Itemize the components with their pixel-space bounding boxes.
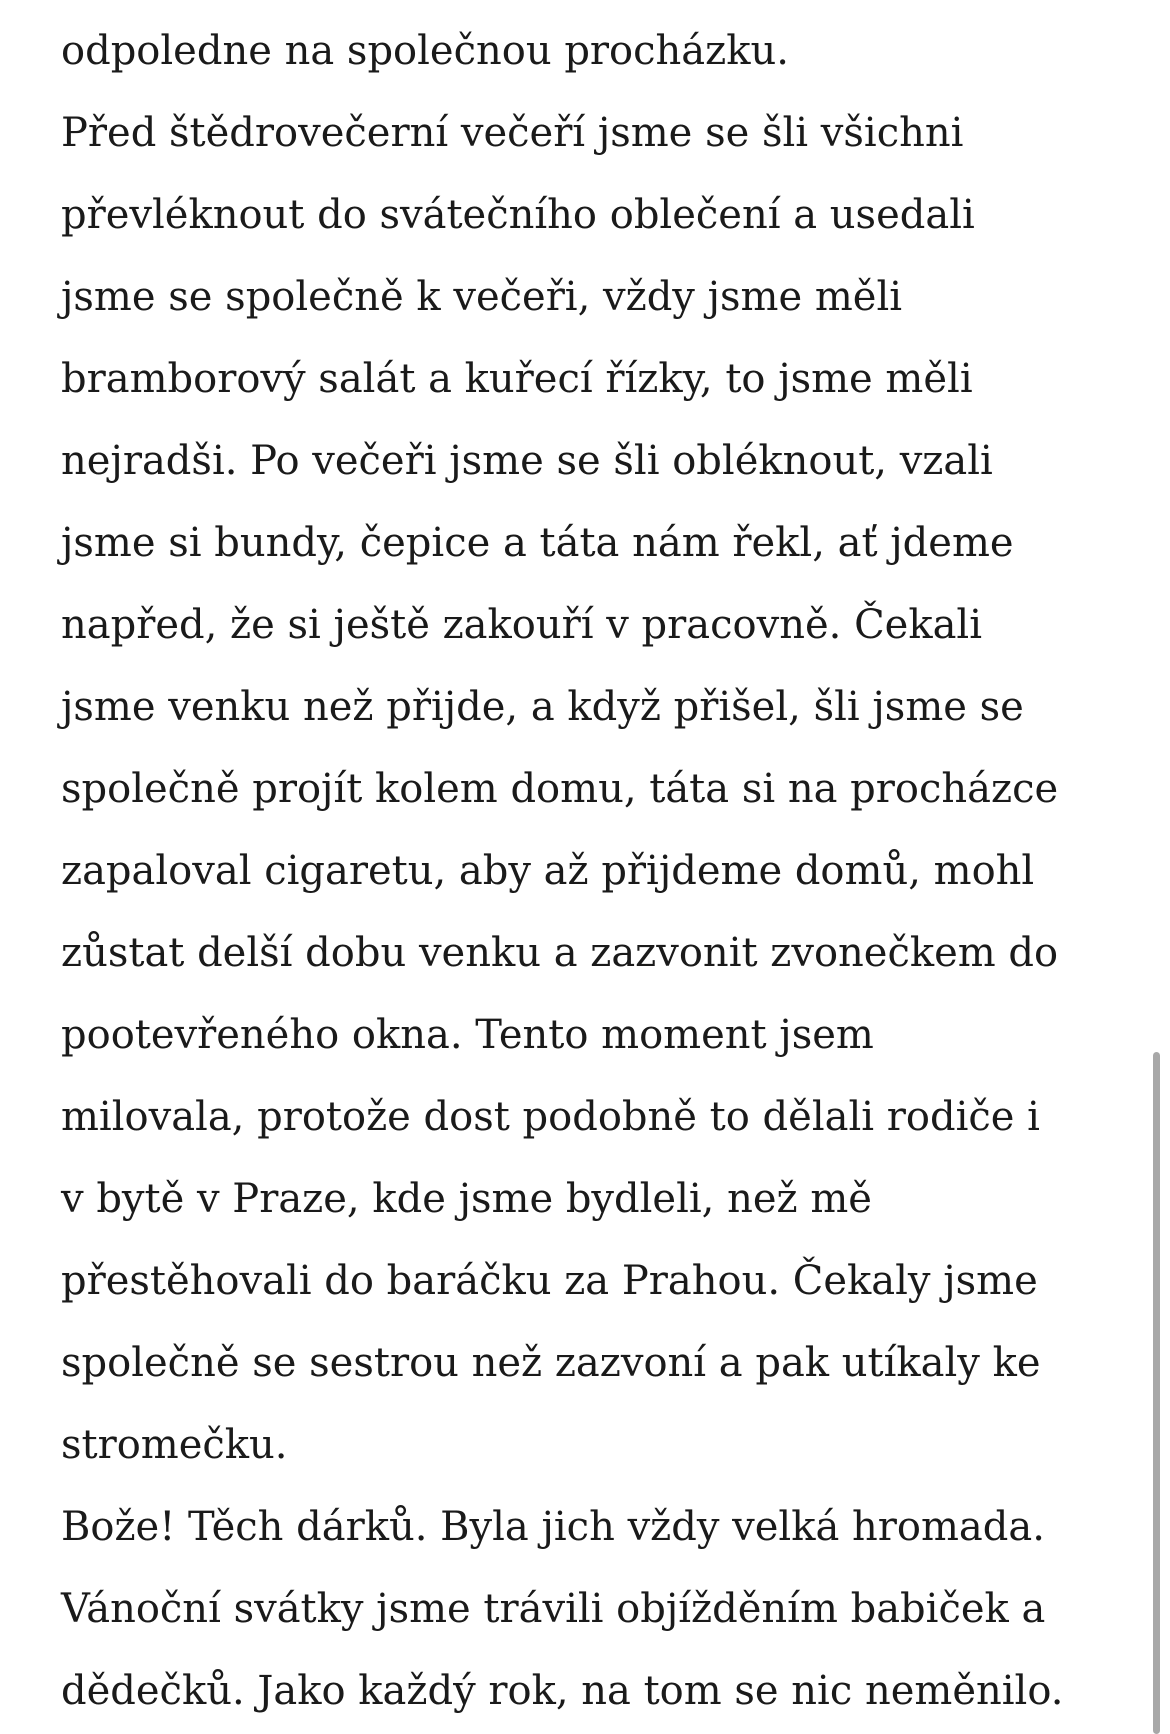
text-line: v bytě v Praze, kde jsme bydleli, než mě: [61, 1176, 872, 1222]
text-line: napřed, že si ještě zakouří v pracovně. Čekali: [61, 602, 983, 648]
text-line: zapaloval cigaretu, aby až přijdeme domů, mohl: [61, 848, 1035, 894]
text-line: Před štědrovečerní večeří jsme se šli všichni: [61, 110, 964, 156]
text-line: společně se sestrou než zazvoní a pak utíkaly ke: [61, 1340, 1041, 1386]
text-line: stromečku.: [61, 1422, 288, 1468]
text-line: zůstat delší dobu venku a zazvonit zvonečkem do: [61, 930, 1059, 976]
text-line: odpoledne na společnou procházku.: [61, 28, 789, 74]
text-line: přestěhovali do baráčku za Prahou. Čekaly jsme: [61, 1258, 1038, 1304]
text-line: převléknout do svátečního oblečení a usedali: [61, 192, 975, 238]
text-line: jsme venku než přijde, a když přišel, šli jsme se: [61, 684, 1024, 730]
text-line: jsme si bundy, čepice a táta nám řekl, ať jdeme: [61, 520, 1014, 566]
text-line: bramborový salát a kuřecí řízky, to jsme měli: [61, 356, 973, 402]
text-line: pootevřeného okna. Tento moment jsem: [61, 1012, 874, 1058]
vertical-scrollbar[interactable]: [1153, 1052, 1160, 1734]
text-line: nejradši. Po večeři jsme se šli obléknout, vzali: [61, 438, 993, 484]
text-line: společně projít kolem domu, táta si na procházce: [61, 766, 1059, 812]
text-line: dědečků. Jako každý rok, na tom se nic neměnilo.: [61, 1668, 1064, 1714]
article-body: [61, 10, 1151, 1732]
text-line: Bože! Těch dárků. Byla jich vždy velká hromada.: [61, 1504, 1045, 1550]
text-line: jsme se společně k večeři, vždy jsme měli: [61, 274, 903, 320]
text-line: milovala, protože dost podobně to dělali rodiče i: [61, 1094, 1040, 1140]
text-line: Vánoční svátky jsme trávili objížděním babiček a: [61, 1586, 1046, 1632]
